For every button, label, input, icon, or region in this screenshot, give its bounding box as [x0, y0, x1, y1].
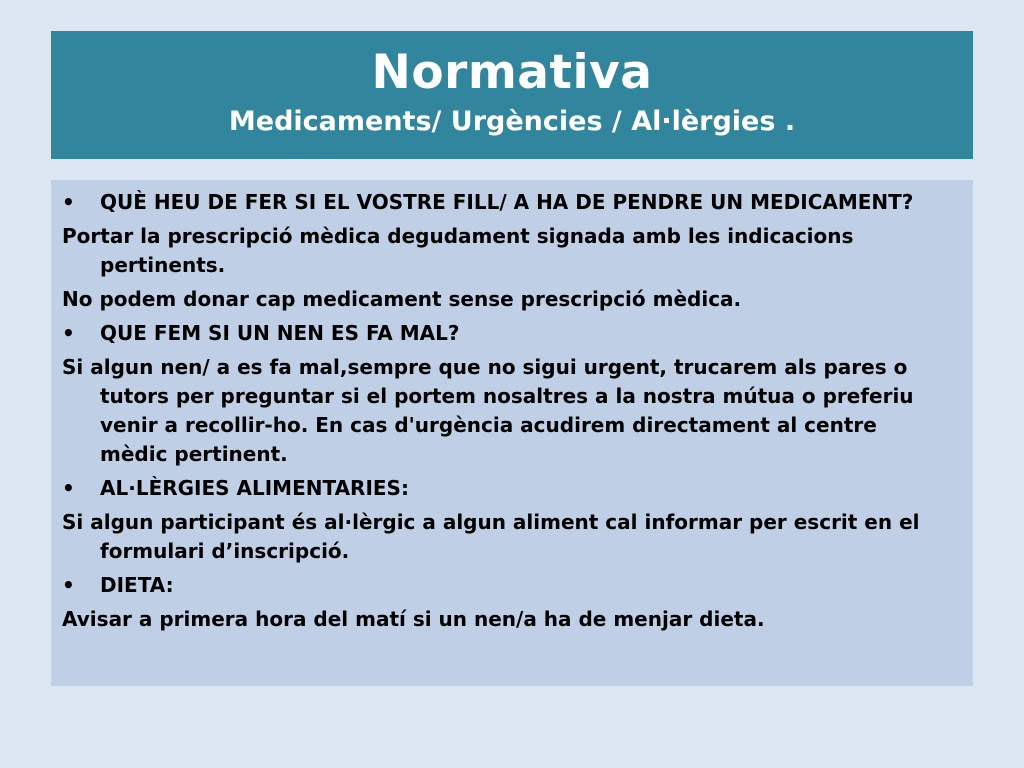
line-text: Si algun nen/ a es fa mal,sempre que no sigui urgent, trucarem als pares o tutors per preguntar si el portem nosaltres a la nostra mútua o preferiu venir a recollir-ho. En cas d'urgència acudirem directament al centre mèdic pertinent.: [62, 355, 914, 466]
line-text: Avisar a primera hora del matí si un nen/a ha de menjar dieta.: [62, 607, 765, 631]
line-text: DIETA:: [100, 573, 174, 597]
bullet-marker: •: [62, 573, 75, 597]
paragraph-prescription: [62, 222, 949, 280]
title-banner: [51, 31, 973, 159]
bullet-item-food-allergies: [62, 474, 949, 503]
bullet-item-injury-question: [62, 319, 949, 348]
line-text: Portar la prescripció mèdica degudament signada amb les indicacions pertinents.: [62, 224, 854, 277]
line-text: No podem donar cap medicament sense prescripció mèdica.: [62, 287, 742, 311]
paragraph-diet-notice: [62, 605, 949, 634]
slide-subtitle: Medicaments/ Urgències / Al·lèrgies .: [228, 106, 796, 137]
line-text: QUÈ HEU DE FER SI EL VOSTRE FILL/ A HA DE PENDRE UN MEDICAMENT?: [100, 190, 914, 214]
bullet-item-diet: [62, 571, 949, 600]
line-text: Si algun participant és al·lèrgic a algun aliment cal informar per escrit en el formulari d’inscripció.: [62, 510, 920, 563]
paragraph-allergy-form: [62, 508, 949, 566]
bullet-marker: •: [62, 476, 75, 500]
content-panel: [51, 180, 973, 686]
bullet-marker: •: [62, 321, 75, 345]
line-text: QUE FEM SI UN NEN ES FA MAL?: [100, 321, 460, 345]
bullet-marker: •: [62, 190, 75, 214]
line-text: AL·LÈRGIES ALIMENTARIES:: [100, 476, 409, 500]
paragraph-no-medication: [62, 285, 949, 314]
bullet-item-medication-question: [62, 188, 949, 217]
slide-title: Normativa: [371, 45, 653, 100]
paragraph-injury-procedure: [62, 353, 949, 469]
